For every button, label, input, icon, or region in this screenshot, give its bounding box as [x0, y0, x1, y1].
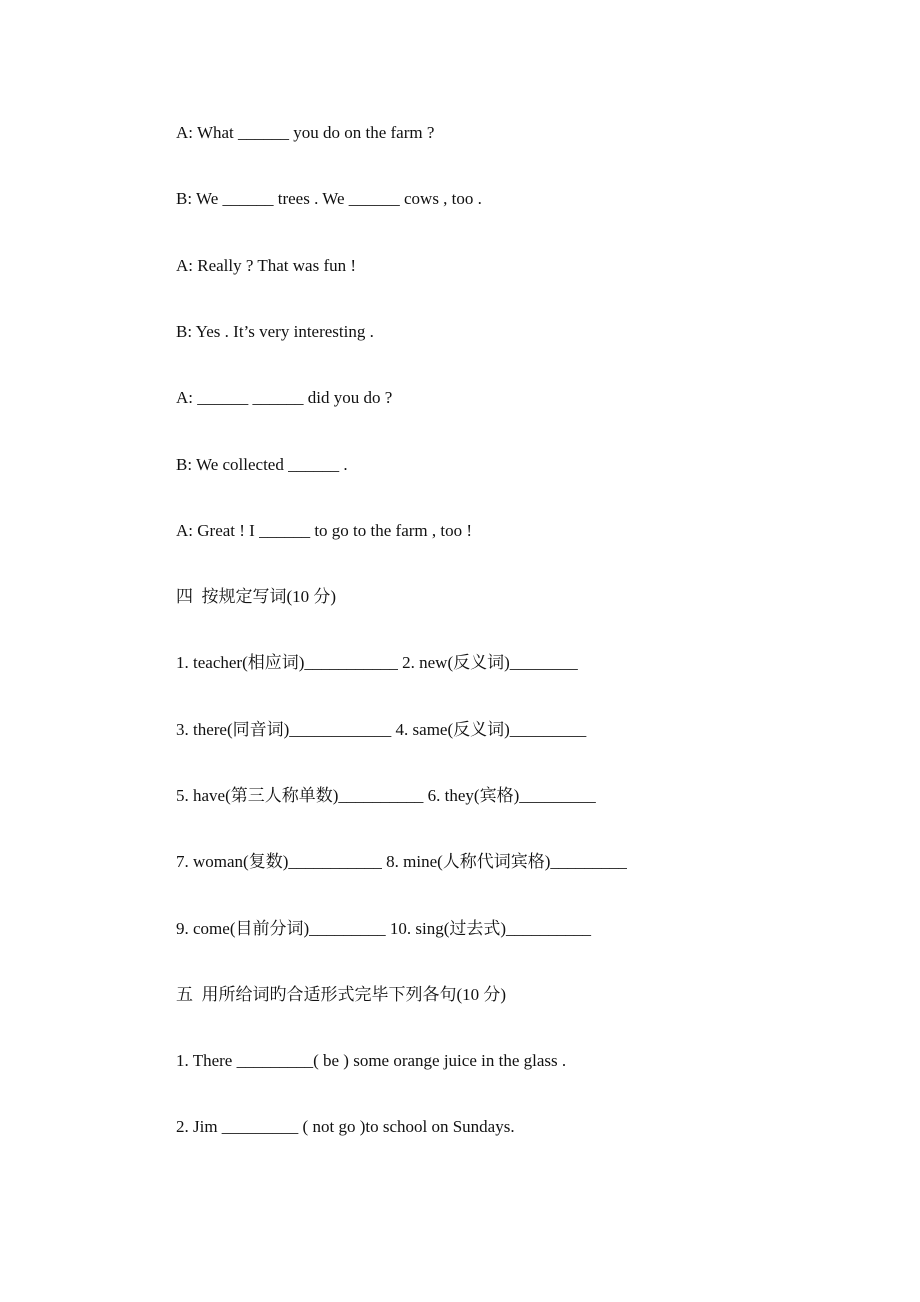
- dialogue-line-4: B: Yes . It’s very interesting .: [176, 322, 374, 341]
- dialogue-line-2: B: We ______ trees . We ______ cows , too .: [176, 189, 482, 208]
- dialogue-line-1: A: What ______ you do on the farm ?: [176, 123, 435, 142]
- section-4-row-3: 5. have(第三人称单数)__________ 6. they(宾格)_________: [176, 786, 596, 805]
- dialogue-line-3: A: Really ? That was fun !: [176, 256, 357, 275]
- dialogue-line-5: A: ______ ______ did you do ?: [176, 388, 393, 407]
- section-4-row-2: 3. there(同音词)____________ 4. same(反义词)_________: [176, 720, 587, 739]
- section-5-item-1: 1. There _________( be ) some orange juice in the glass .: [176, 1051, 567, 1070]
- section-5-item-2: 2. Jim _________ ( not go )to school on Sundays.: [176, 1117, 515, 1136]
- section-4-title: 四 按规定写词(10 分): [176, 587, 337, 606]
- section-4-row-4: 7. woman(复数)___________ 8. mine(人称代词宾格)_________: [176, 852, 627, 871]
- dialogue-line-6: B: We collected ______ .: [176, 455, 348, 474]
- section-5-title: 五 用所给词旳合适形式完毕下列各句(10 分): [176, 985, 507, 1004]
- section-4-row-5: 9. come(目前分词)_________ 10. sing(过去式)__________: [176, 919, 592, 938]
- section-4-row-1: 1. teacher(相应词)___________ 2. new(反义词)________: [176, 653, 578, 672]
- dialogue-line-7: A: Great ! I ______ to go to the farm , too !: [176, 521, 473, 540]
